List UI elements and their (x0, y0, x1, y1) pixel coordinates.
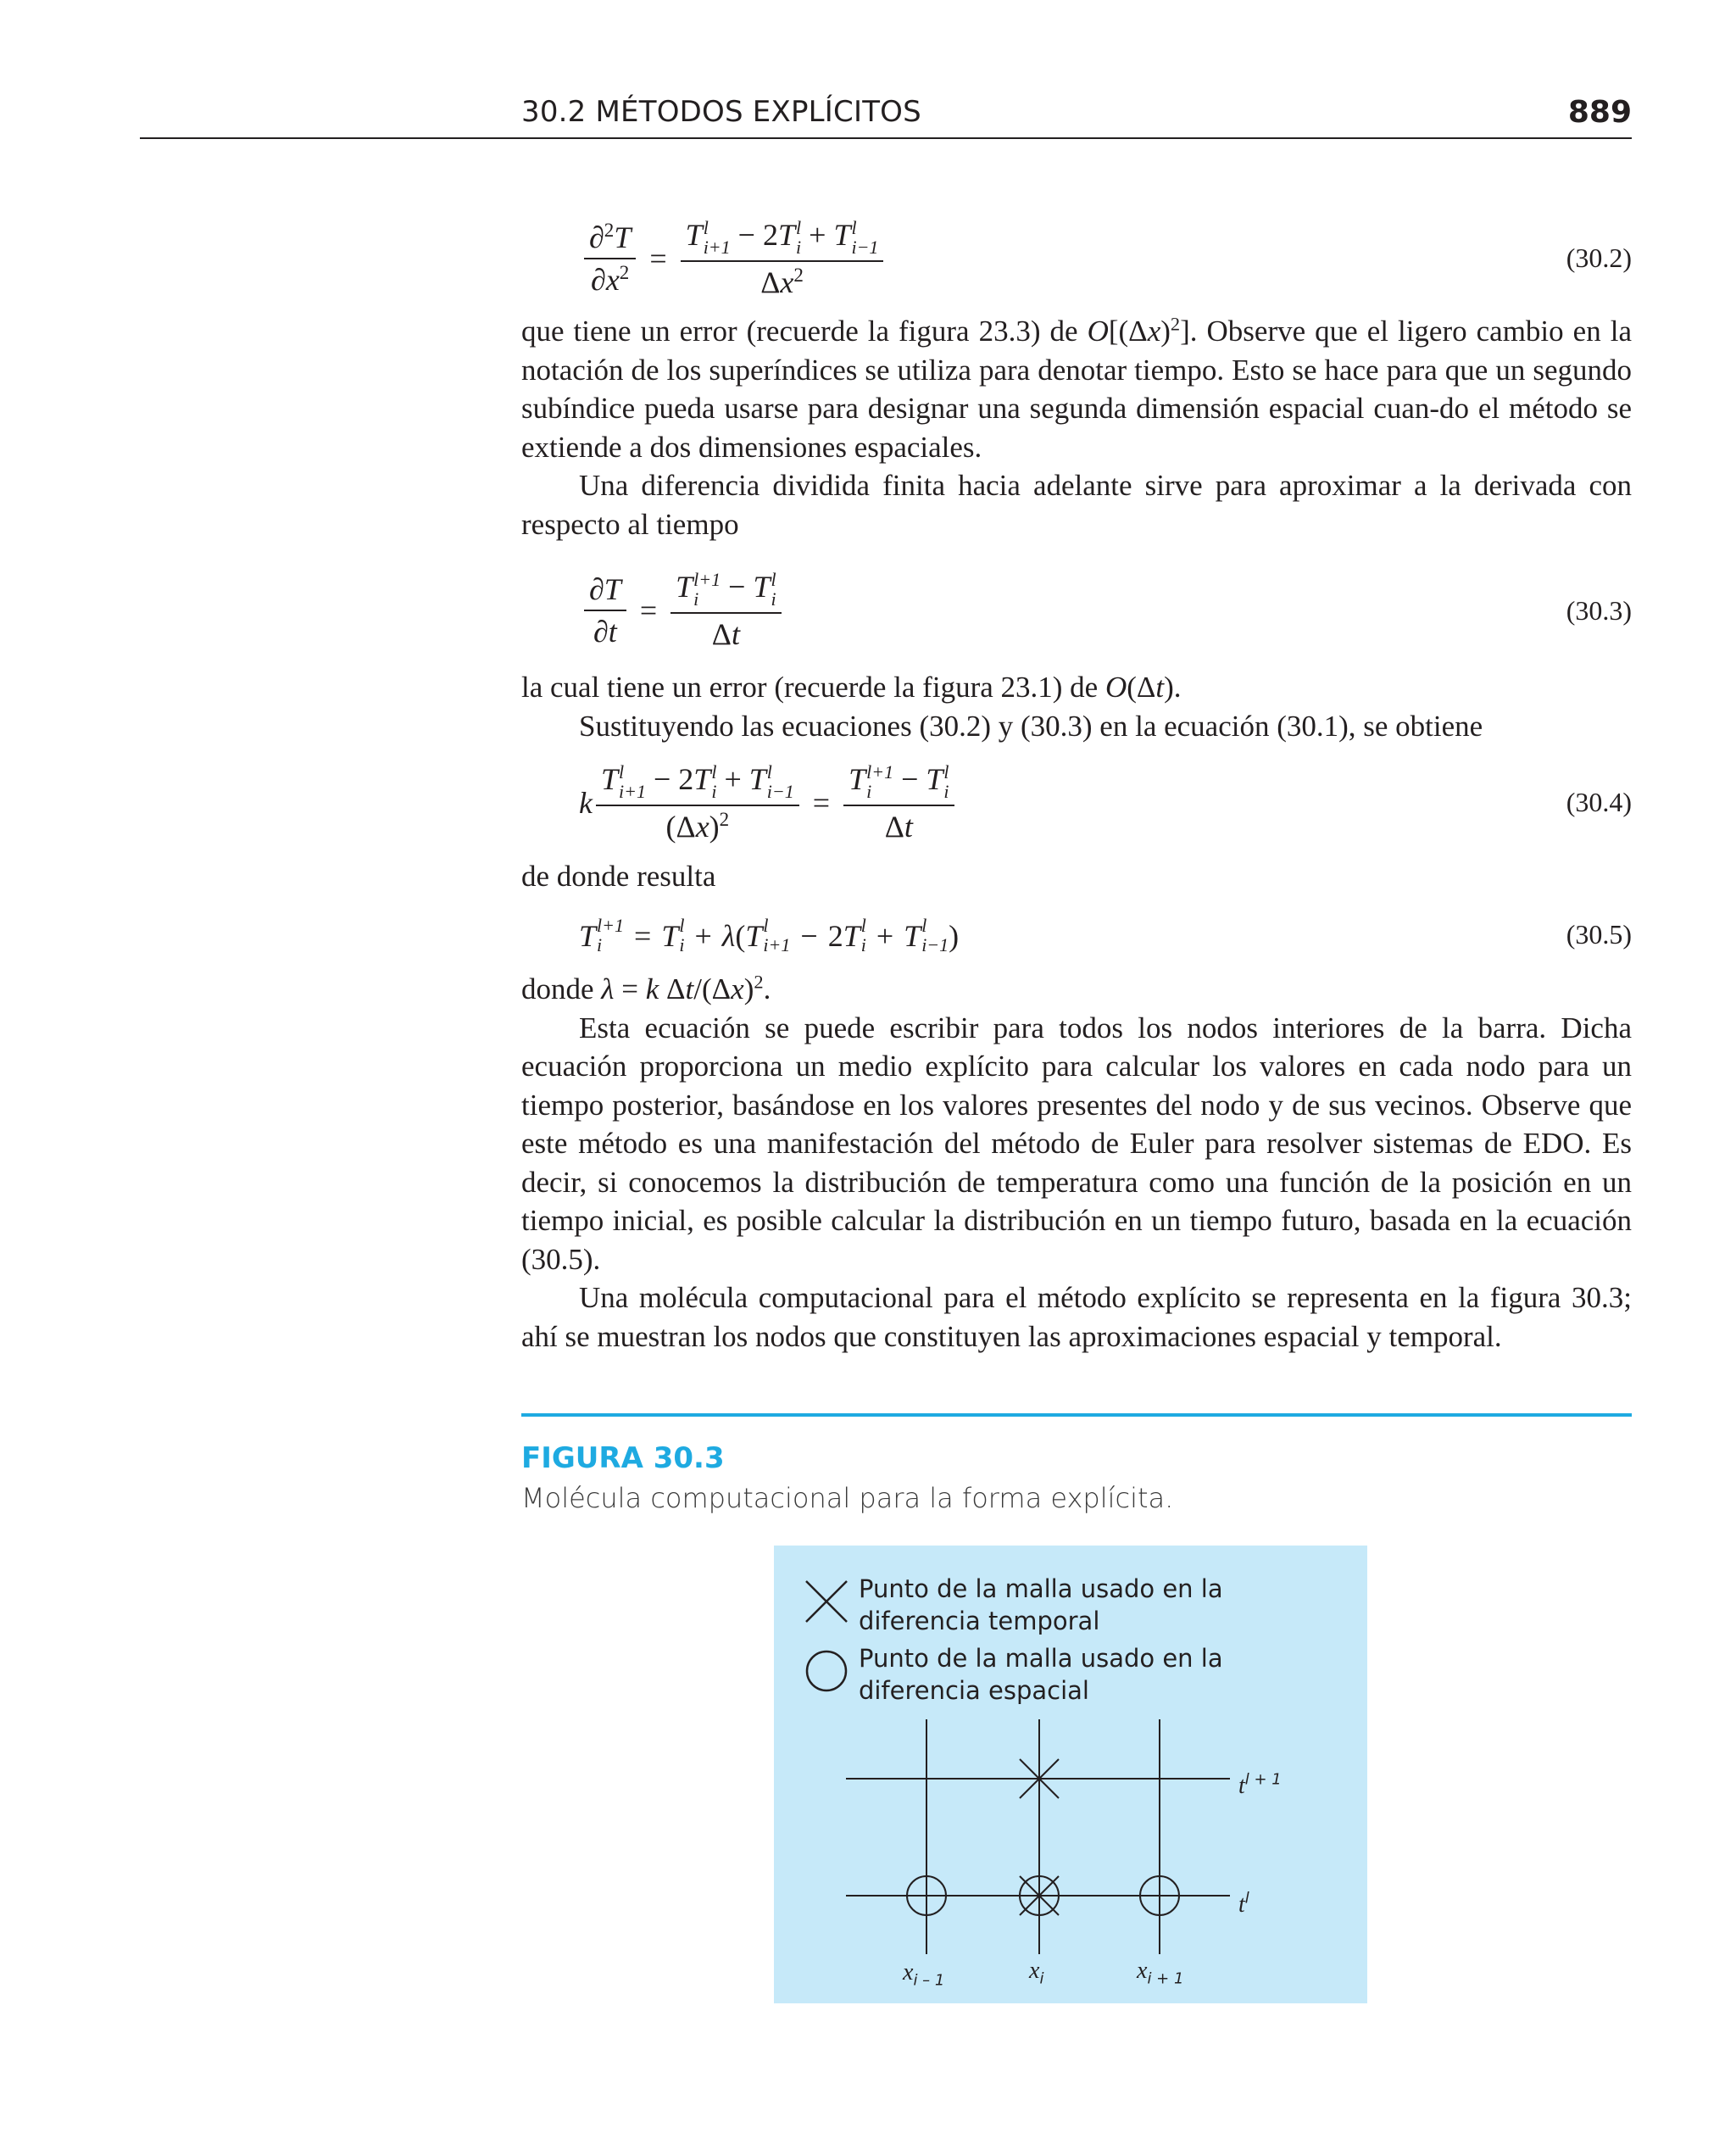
paragraph-3: la cual tiene un error (recuerde la figura 23.1) de O(Δt). (521, 671, 1182, 704)
legend-label: Punto de la malla usado en la diferencia temporal (859, 1574, 1223, 1635)
equation-30-2 (521, 212, 1632, 305)
equation-30-3 (521, 566, 1632, 654)
paragraph-7: Esta ecuación se puede escribir para todos los nodos interiores de la barra. Dicha ecuación proporciona un medio explícito para calcular los valores en cada nodo para un tiempo posterior, basándose en los valores presentes del nodo y de sus vecinos. Observe que este método es una manifestación del método de Euler para resolver sistemas de EDO. Es decir, si conocemos la distribución de temperatura como una función de la posición en un tiempo inicial, es posible calcular la distribución en un tiempo futuro, basada en la ecuación (30.5). (521, 1011, 1632, 1276)
equation-number: (30.3) (1566, 595, 1632, 626)
paragraph-4: Sustituyendo las ecuaciones (30.2) y (30.3) en la ecuación (30.1), se obtiene (579, 709, 1483, 743)
paragraph-5: de donde resulta (521, 860, 716, 893)
paragraph-6: donde λ = k $\Delta t/(\Delta x)^2$. (521, 971, 771, 1005)
figure-caption: Molécula computacional para la forma explícita. (521, 1482, 1174, 1514)
text-block-2 (521, 668, 1632, 745)
equation-number: (30.4) (1566, 787, 1632, 817)
paragraph-2: Una diferencia dividida finita hacia adelante sirve para aproximar a la derivada con respecto al tiempo (521, 469, 1632, 541)
paragraph-8: Una molécula computacional para el método explícito se representa en la figura 30.3; ahí se muestran los nodos que constituyen las aproximaciones espacial y temporal. (521, 1281, 1632, 1353)
equation-number: (30.5) (1566, 919, 1632, 950)
text-block-1 (521, 312, 1632, 543)
page-number: 889 (1567, 95, 1632, 130)
equation-30-5 (521, 911, 1632, 961)
text-block-4 (521, 970, 1632, 1356)
equation-30-4-body: k T l i+1 − 2T l i + T l i−1 $(\Delta x)^2$ = T l+1 i − T l i Δt (579, 756, 958, 849)
equation-30-5-body: T l+1 i = T l i + λ ( T l i+1 − 2 T l i + T l i−1 ) (579, 915, 960, 955)
space-label-center: $x_i$ (1029, 1958, 1044, 1988)
time-label-lower: $t^l$ (1238, 1889, 1249, 1918)
equation-30-3-body: $\frac{\partial T}{\partial t}$ = T l+1 i − T l i Δt (581, 566, 785, 654)
figure-rule (521, 1413, 1632, 1417)
section-title: 30.2 MÉTODOS EXPLÍCITOS (521, 95, 921, 129)
equation-30-4 (521, 756, 1632, 849)
text-block-3 (521, 857, 1632, 896)
figure-panel (774, 1546, 1367, 2003)
time-label-upper: $t^{l + 1}$ (1238, 1770, 1282, 1799)
running-header (140, 95, 1632, 139)
paragraph-1: que tiene un error (recuerde la figura 23.3) de $O[(\Delta x)^2]$. Observe que el ligero cambio en la notación de los superíndices se utiliza para denotar tiempo. Esto se hace para que un segundo subíndice pueda usarse para designar una segunda dimensión espacial cuan-do el método se extiende a dos dimensiones espaciales. (521, 313, 1632, 464)
equation-30-2-body: $\frac{\partial^2T}{\partial x^2}$ = T l i+1 − 2T l i + T l i−1 $\Delta x^2$ (581, 212, 887, 305)
space-label-left: $x_{i - 1}$ (903, 1959, 945, 1990)
space-label-right: $x_{i + 1}$ (1137, 1958, 1184, 1988)
figure-label: FIGURA 30.3 (521, 1441, 725, 1475)
equation-number: (30.2) (1566, 242, 1632, 273)
legend-label: Punto de la malla usado en la diferencia espacial (859, 1644, 1223, 1705)
